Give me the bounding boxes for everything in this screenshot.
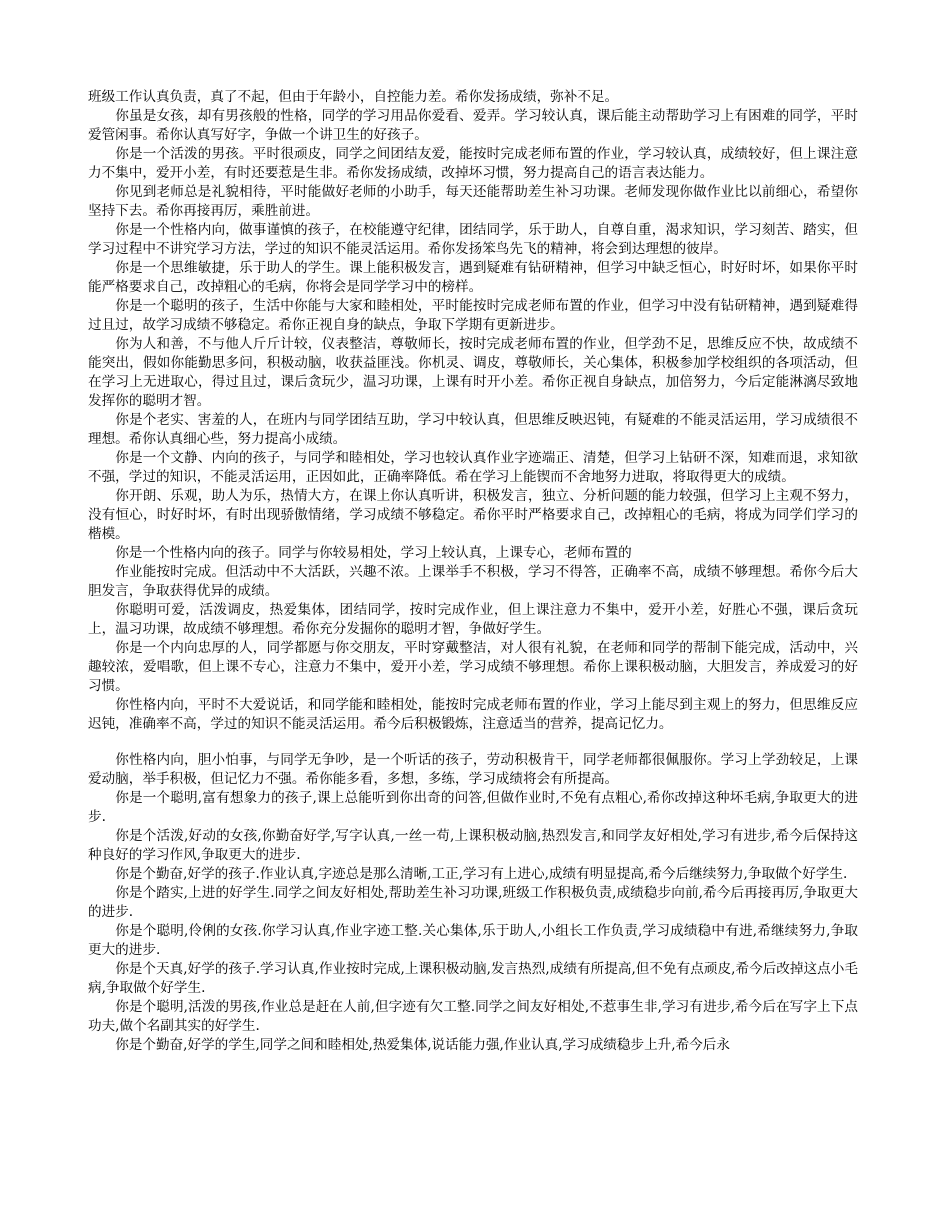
- paragraph-14: 你聪明可爱，活泼调皮，热爱集体，团结同学，按时完成作业，但上课注意力不集中，爱开小差，好胜心不强，课后贪玩上，温习功课，故成绩不够理想。希你充分发掘你的聪明才智，争做好学生。: [88, 602, 858, 637]
- paragraph-08: 你为人和善，不与他人斤斤计较，仪表整洁，尊敬师长，按时完成老师布置的作业，但学劲不足，思维反应不快，故成绩不能突出，假如你能勤思多问，积极动脑，收获益匪浅。你机灵、调皮，尊敬师长，关心集体，积极参加学校组织的各项活动，但在学习上无进取心，得过且过，课后贪玩少，温习功课，上课有时开小差。希你正视自身缺点，加倍努力，今后定能淋漓尽致地发挥你的聪明才智。: [88, 336, 858, 409]
- document-page: [88, 88, 858, 1055]
- paragraph-24: 你是个聪明,活泼的男孩,作业总是赶在人前,但字迹有欠工整.同学之间友好相处,不惹事生非,学习有进步,希今后在写字上下点功夫,做个名副其实的好学生.: [88, 999, 858, 1034]
- paragraph-17: 你性格内向，胆小怕事，与同学无争吵，是一个听话的孩子，劳动积极肯干，同学老师都很佩服你。学习上学劲较足，上课爱动脑，举手积极，但记忆力不强。希你能多看，多想，多练，学习成绩将会有所提高。: [88, 752, 858, 787]
- paragraph-15: 你是一个内向忠厚的人，同学都愿与你交朋友，平时穿戴整洁，对人很有礼貌，在老师和同学的帮制下能完成，活动中，兴趣较浓，爱唱歌，但上课不专心，注意力不集中，爱开小差，学习成绩不够理想。希你上课积极动脑，大胆发言，养成爱习的好习惯。: [88, 640, 858, 694]
- paragraph-06: 你是一个思维敏捷，乐于助人的学生。课上能积极发言，遇到疑难有钻研精神，但学习中缺乏恒心，时好时坏，如果你平时能严格要求自己，改掉粗心的毛病，你将会是同学学习中的榜样。: [88, 260, 858, 295]
- paragraph-23: 你是个天真,好学的孩子.学习认真,作业按时完成,上课积极动脑,发言热烈,成绩有所提高,但不免有点顽皮,希今后改掉这点小毛病,争取做个好学生.: [88, 961, 858, 996]
- paragraph-12: 你是一个性格内向的孩子。同学与你较易相处，学习上较认真，上课专心，老师布置的: [115, 545, 632, 561]
- paragraph-07: 你是一个聪明的孩子，生活中你能与大家和睦相处，平时能按时完成老师布置的作业，但学习中没有钻研精神，遇到疑难得过且过，故学习成绩不够稳定。希你正视自身的缺点，争取下学期有更新进步。: [88, 298, 858, 333]
- paragraph-22: 你是个聪明,伶俐的女孩.你学习认真,作业字迹工整.关心集体,乐于助人,小组长工作负责,学习成绩稳中有进,希继续努力,争取更大的进步.: [88, 923, 858, 958]
- paragraph-19: 你是个活泼,好动的女孩,你勤奋好学,写字认真,一丝一苟,上课积极动脑,热烈发言,和同学友好相处,学习有进步,希今后保持这种良好的学习作风,争取更大的进步.: [88, 828, 858, 863]
- paragraph-01: 班级工作认真负责，真了不起，但由于年龄小，自控能力差。希你发扬成绩，弥补不足。: [88, 89, 619, 105]
- paragraph-20: 你是个勤奋,好学的孩子.作业认真,字迹总是那么清晰,工正,学习有上进心,成绩有明显提高,希今后继续努力,争取做个好学生.: [115, 866, 848, 882]
- paragraph-05: 你是一个性格内向，做事谨慎的孩子，在校能遵守纪律，团结同学，乐于助人，自尊自重，渴求知识，学习刻苦、踏实，但学习过程中不讲究学习方法，学过的知识不能灵活运用。希你发扬笨鸟先飞的精神，将会到达理想的彼岸。: [88, 222, 858, 257]
- paragraph-02: 你虽是女孩，却有男孩般的性格，同学的学习用品你爱看、爱弄。学习较认真，课后能主动帮助学习上有困难的同学，平时爱管闲事。希你认真写好字，争做一个讲卫生的好孩子。: [88, 108, 858, 143]
- paragraph-25: 你是个勤奋,好学的学生,同学之间和睦相处,热爱集体,说话能力强,作业认真,学习成绩稳步上升,希今后永: [115, 1037, 730, 1053]
- paragraph-18: 你是一个聪明,富有想象力的孩子,课上总能听到你出奇的问答,但做作业时,不免有点粗心,希你改掉这种坏毛病,争取更大的进步.: [88, 790, 858, 825]
- paragraph-09: 你是个老实、害羞的人，在班内与同学团结互助，学习中较认真，但思维反映迟钝，有疑难的不能灵活运用，学习成绩很不理想。希你认真细心些，努力提高小成绩。: [88, 412, 858, 447]
- paragraph-10: 你是一个文静、内向的孩子，与同学和睦相处，学习也较认真作业字迹端正、清楚，但学习上钻研不深，知难而退，求知欲不强，学过的知识，不能灵活运用，正因如此，正确率降低。希在学习上能锲而不舍地努力进取，将取得更大的成绩。: [88, 450, 858, 485]
- paragraph-11: 你开朗、乐观，助人为乐，热情大方，在课上你认真听讲，积极发言，独立、分析问题的能力较强，但学习上主观不努力，没有恒心，时好时坏，有时出现骄傲情绪，学习成绩不够稳定。希你平时严格要求自己，改掉粗心的毛病，将成为同学们学习的楷模。: [88, 488, 858, 542]
- paragraph-03: 你是一个活泼的男孩。平时很顽皮，同学之间团结友爱，能按时完成老师布置的作业，学习较认真，成绩较好，但上课注意力不集中，爱开小差，有时还要惹是生非。希你发扬成绩，改掉坏习惯，努力提高自己的语言表达能力。: [88, 146, 858, 181]
- paragraph-13: 作业能按时完成。但活动中不大活跃，兴趣不浓。上课举手不积极，学习不得答，正确率不高，成绩不够理想。希你今后大胆发言，争取获得优异的成绩。: [88, 564, 858, 599]
- paragraph-04: 你见到老师总是礼貌相待，平时能做好老师的小助手，每天还能帮助差生补习功课。老师发现你做作业比以前细心，希望你坚持下去。希你再接再厉，乘胜前进。: [88, 184, 858, 219]
- paragraph-21: 你是个踏实,上进的好学生.同学之间友好相处,帮助差生补习功课,班级工作积极负责,成绩稳步向前,希今后再接再厉,争取更大的进步.: [88, 885, 858, 920]
- paragraph-16: 你性格内向，平时不大爱说话，和同学能和睦相处，能按时完成老师布置的作业，学习上能尽到主观上的努力，但思维反应迟钝，准确率不高，学过的知识不能灵活运用。希今后积极锻炼，注意适当的营养，提高记忆力。: [88, 697, 858, 732]
